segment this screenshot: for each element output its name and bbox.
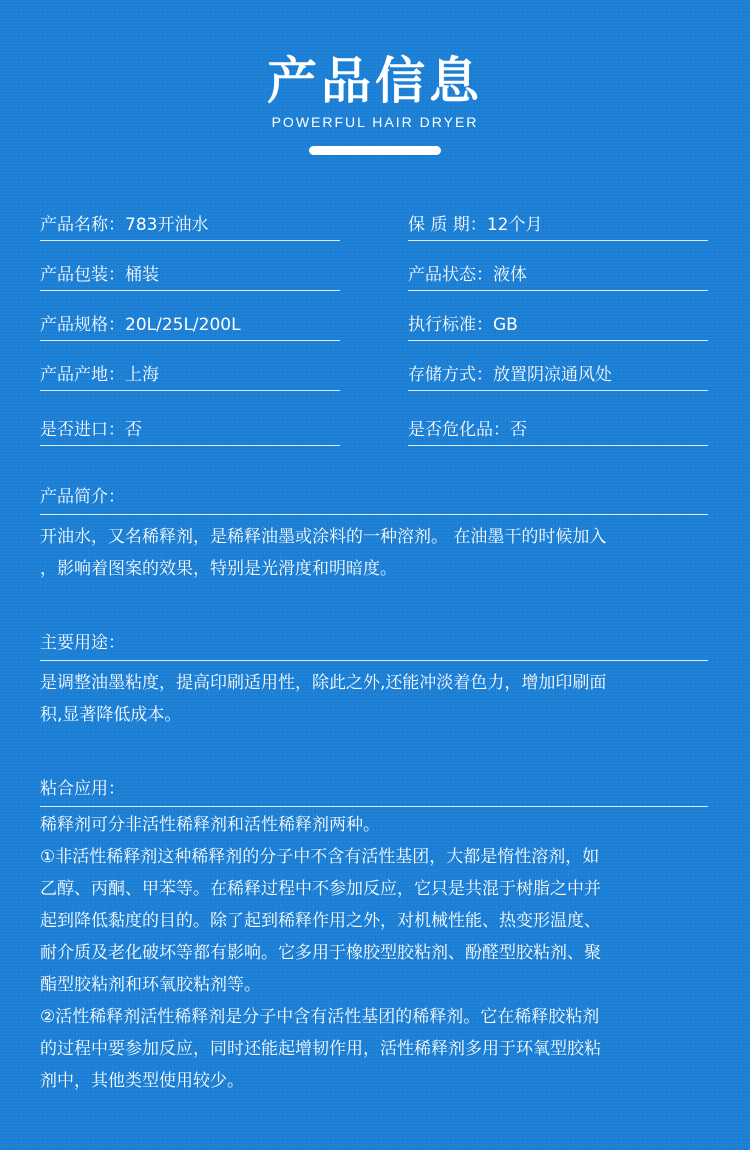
application-line: 乙醇、丙酮、甲苯等。在稀释过程中不参加反应，它只是共混于树脂之中并 [40, 879, 601, 899]
info-standard [408, 310, 708, 341]
application-section [40, 774, 708, 1097]
info-key: 产品规格： [40, 315, 125, 335]
application-body [40, 809, 708, 1097]
info-state [408, 260, 708, 291]
application-line: 剂中，其他类型使用较少。 [40, 1071, 244, 1091]
info-shelf-life [408, 210, 708, 241]
usage-line: 积,显著降低成本。 [40, 705, 182, 725]
info-value: 20L/25L/200L [125, 315, 241, 335]
usage-section [40, 628, 708, 731]
info-value: 液体 [493, 265, 527, 285]
intro-section [40, 482, 708, 585]
page-title: 产品信息 [267, 52, 483, 110]
info-key: 保 质 期： [408, 215, 487, 235]
application-line: 酯型胶粘剂和环氧胶粘剂等。 [40, 975, 261, 995]
info-key: 是否进口： [40, 420, 125, 440]
info-key: 产品包装： [40, 265, 125, 285]
intro-heading: 产品简介： [40, 482, 708, 515]
usage-heading: 主要用途： [40, 628, 708, 661]
info-key: 产品状态： [408, 265, 493, 285]
usage-line: 是调整油墨粘度，提高印刷适用性，除此之外,还能冲淡着色力，增加印刷面 [40, 673, 607, 693]
info-value: 放置阴凉通风处 [493, 365, 612, 385]
info-storage [408, 360, 708, 391]
intro-line: ，影响着图案的效果，特别是光滑度和明暗度。 [40, 559, 397, 579]
application-line: 的过程中要参加反应，同时还能起增韧作用，活性稀释剂多用于环氧型胶粘 [40, 1039, 601, 1059]
info-spec [40, 310, 340, 341]
info-value: 上海 [125, 365, 159, 385]
usage-body [40, 667, 708, 731]
application-heading: 粘合应用： [40, 774, 708, 807]
info-value: 否 [510, 420, 527, 440]
page-subtitle: POWERFUL HAIR DRYER [271, 114, 479, 130]
info-key: 执行标准： [408, 315, 493, 335]
application-line: 稀释剂可分非活性稀释剂和活性稀释剂两种。 [40, 815, 380, 835]
info-value: 桶装 [125, 265, 159, 285]
application-line: 起到降低黏度的目的。除了起到稀释作用之外，对机械性能、热变形温度、 [40, 911, 601, 931]
info-key: 产品名称： [40, 215, 125, 235]
info-hazardous [408, 415, 708, 446]
info-packaging [40, 260, 340, 291]
info-key: 存储方式： [408, 365, 493, 385]
info-key: 是否危化品： [408, 420, 510, 440]
application-line: ①非活性稀释剂这种稀释剂的分子中不含有活性基团，大都是惰性溶剂，如 [40, 847, 600, 867]
application-line: 耐介质及老化破坏等都有影响。它多用于橡胶型胶粘剂、酚醛型胶粘剂、聚 [40, 943, 601, 963]
page-header [0, 50, 750, 155]
intro-line: 开油水，又名稀释剂，是稀释油墨或涂料的一种溶剂。 在油墨干的时候加入 [40, 527, 607, 547]
info-imported [40, 415, 340, 446]
info-origin [40, 360, 340, 391]
intro-body [40, 521, 708, 585]
info-product-name [40, 210, 340, 241]
info-value: 12个月 [486, 215, 543, 235]
info-value: 否 [125, 420, 142, 440]
info-value: 783开油水 [125, 215, 209, 235]
application-line: ②活性稀释剂活性稀释剂是分子中含有活性基团的稀释剂。它在稀释胶粘剂 [40, 1007, 600, 1027]
title-underline-bar [309, 146, 441, 155]
info-value: GB [493, 315, 518, 335]
info-key: 产品产地： [40, 365, 125, 385]
